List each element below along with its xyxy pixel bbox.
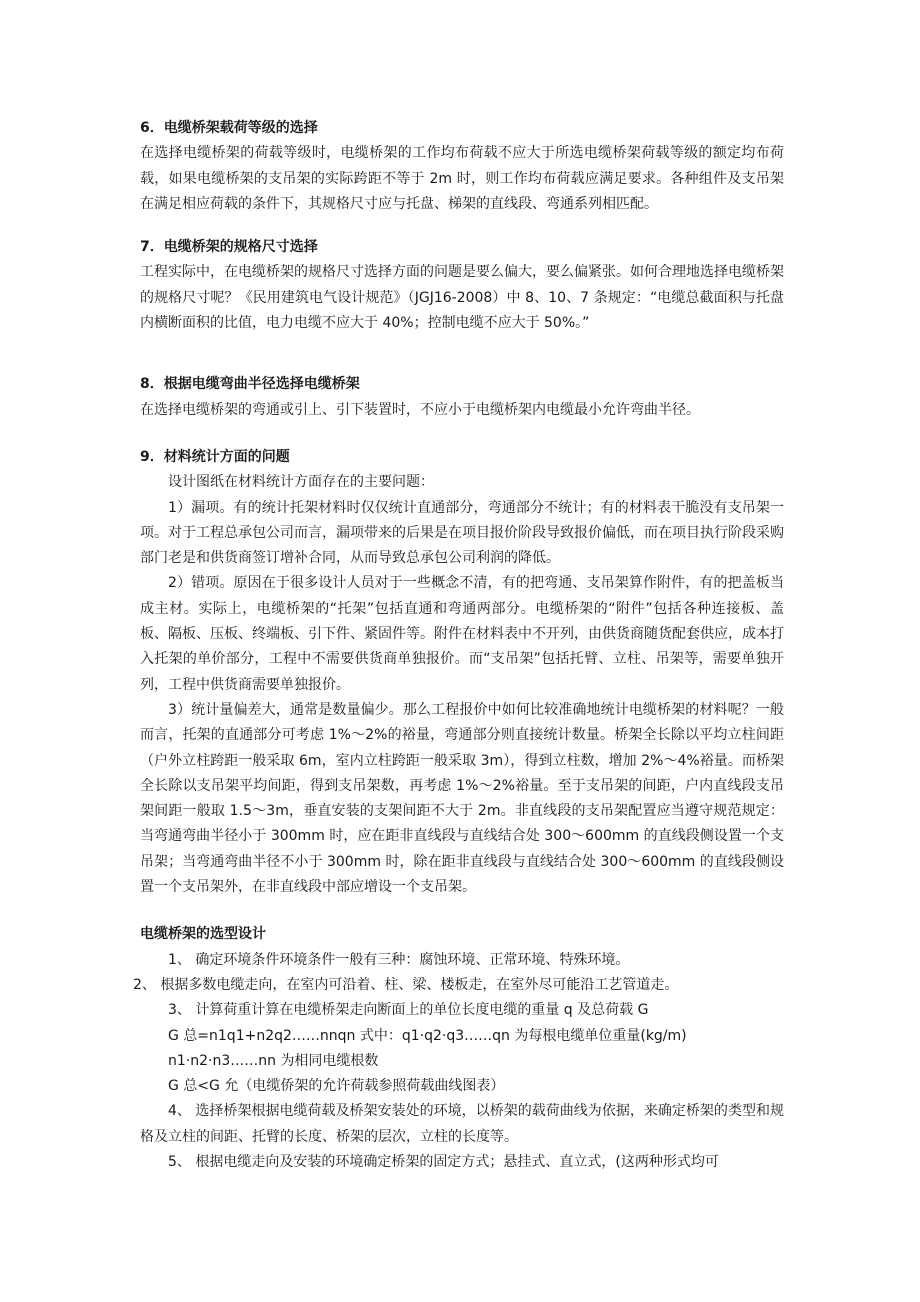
spacer (140, 423, 784, 445)
design-item-3: 3、 计算荷重计算在电缆桥架走向断面上的单位长度电缆的重量 q 及总荷载 G (168, 1002, 649, 1019)
section-9-item-1: 1）漏项。有的统计托架材料时仅仅统计直通部分，弯通部分不统计；有的材料表干脆没有支吊架一项。对于工程总承包公司而言，漏项带来的后果是在项目报价阶段导致报价偏低，而在项目执行阶段采购部门老是和供货商签订增补合同，从而导致总承包公司利润的降低。 (140, 499, 784, 567)
section-9-heading: 9．材料统计方面的问题 (140, 448, 290, 465)
spacer (140, 217, 784, 235)
design-formula-n: n1·n2·n3……nn 为相同电缆根数 (168, 1052, 379, 1069)
section-9-item-2: 2）错项。原因在于很多设计人员对于一些概念不清，有的把弯通、支吊架算作附件，有的把盖板当成主材。实际上，电缆桥架的“托架”包括直通和弯通两部分。电缆桥架的“附件”包括各种连接板、盖板、隔板、压板、终端板、引下件、紧固件等。附件在材料表中不开列，由供货商随货配套供应，成本打入托架的单价部分，工程中不需要供货商单独报价。而“支吊架”包括托臂、立柱、吊架等，需要单独开列，工程中供货商需要单独报价。 (140, 575, 784, 693)
section-9-intro: 设计图纸在材料统计方面存在的主要问题： (168, 474, 434, 491)
section-9-item-3: 3）统计量偏差大，通常是数量偏少。那么工程报价中如何比较准确地统计电缆桥架的材料呢？一般而言，托架的直通部分可考虑 1%～2%的裕量，弯通部分则直接统计数量。桥架全长除以平均立柱间距（户外立柱跨距一般采取 6m，室内立柱跨距一般采取 3m），得到立柱数，增加 2%～4%裕量。而桥架全长除以支吊架平均间距，得到支吊架数，再考虑 1%～2%裕量。至于支吊架的间距，户内直线段支吊架间距一般取 1.5～3m，垂直安装的支架间距不大于 2m。非直线段的支吊架配置应当遵守规范规定：当弯通弯曲半径小于 300mm 时，应在距非直线段与直线结合处 300～600mm 的直线段侧设置一个支吊架；当弯通弯曲半径不小于 300mm 时，除在距非直线段与直线结合处 300～600mm 的直线段侧设置一个支吊架外，在非直线段中部应增设一个支吊架。 (140, 701, 784, 896)
section-8-body: 在选择电缆桥架的弯通或引上、引下装置时，不应小于电缆桥架内电缆最小允许弯曲半径。 (140, 401, 700, 418)
design-formula-g: G 总<G 允（电缆侨架的允许荷载参照荷载曲线图表） (168, 1078, 505, 1095)
design-formula: G 总=n1q1+n2q2……nnqn 式中：q1·q2·q3……qn 为每根电缆单位重量(kg/m) (168, 1027, 687, 1044)
design-item-2: 2、 根据多数电缆走向，在室内可沿着、柱、梁、楼板走，在室外尽可能沿工艺管道走。 (133, 976, 679, 993)
document-body (133, 116, 784, 1175)
section-8-heading: 8．根据电缆弯曲半径选择电缆桥架 (140, 376, 360, 393)
spacer (140, 900, 784, 922)
section-7-heading: 7．电缆桥架的规格尺寸选择 (140, 239, 318, 256)
design-item-4: 4、 选择桥架根据电缆荷载及桥架安装处的环境，以桥架的载荷曲线为依据，来确定桥架的类型和规格及立柱的间距、托臂的长度、桥架的层次，立柱的长度等。 (140, 1103, 784, 1145)
design-heading: 电缆桥架的选型设计 (140, 926, 266, 943)
section-7-body: 工程实际中，在电缆桥架的规格尺寸选择方面的问题是要么偏大，要么偏紧张。如何合理地选择电缆桥架的规格尺寸呢？《民用建筑电气设计规范》（JGJ16-2008）中 8、10、7 条规定：“电缆总截面积与托盘内横断面积的比值，电力电缆不应大于 40%；控制电缆不应大于 50%。” (140, 264, 784, 332)
section-6-body: 在选择电缆桥架的荷载等级时，电缆桥架的工作均布荷载不应大于所选电缆桥架荷载等级的额定均布荷载，如果电缆桥架的支吊架的实际跨距不等于 2m 时，则工作均布荷载应满足要求。各种组件及支吊架在满足相应荷载的条件下，其规格尺寸应与托盘、梯架的直线段、弯通系列相匹配。 (140, 145, 784, 212)
design-item-5: 5、 根据电缆走向及安装的环境确定桥架的固定方式；悬挂式、直立式，(这两种形式均可 (168, 1153, 719, 1170)
spacer (140, 336, 784, 372)
section-6-heading: 6．电缆桥架载荷等级的选择 (140, 120, 318, 136)
design-item-1: 1、 确定环境条件环境条件一般有三种：腐蚀环境、正常环境、特殊环境。 (168, 951, 630, 968)
